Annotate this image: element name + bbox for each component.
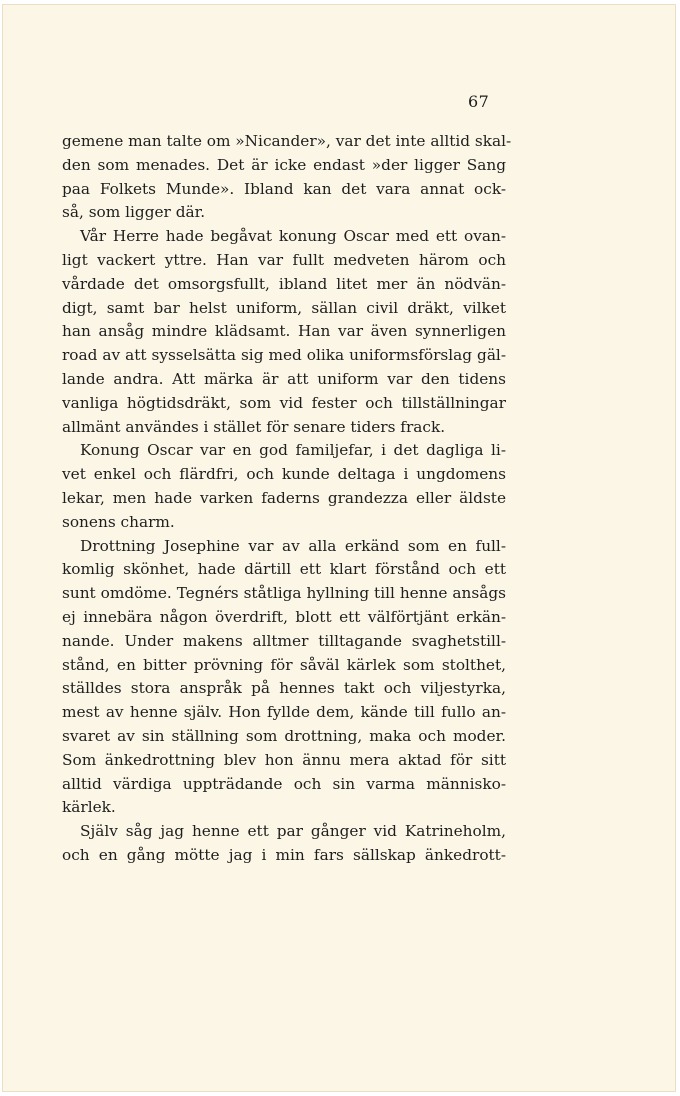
text-line: lekar, men hade varken faderns grandezza eller äldste [62,488,506,507]
text-line: Själv såg jag henne ett par gånger vid Katrineholm, [80,822,506,841]
text-line: Konung Oscar var en god familjefar, i det dagliga li- [80,441,506,460]
text-line: digt, samt bar helst uniform, sällan civil dräkt, vilket [62,298,506,317]
text-line: vanliga högtidsdräkt, som vid fester och tillställningar [62,393,506,412]
paragraph [62,130,512,225]
text-line: alltid värdiga uppträdande och sin varma människo- [62,774,506,793]
text-line: Drottning Josephine var av alla erkänd som en full- [80,536,506,555]
text-line: gemene man talte om »Nicander», var det inte alltid skal- [62,132,512,150]
text-line: ställdes stora anspråk på hennes takt och viljestyrka, [62,679,506,698]
text-line: vet enkel och flärdfri, och kunde deltaga i ungdomens [62,465,506,484]
text-line: ej innebära någon överdrift, blott ett välförtjänt erkän- [62,607,506,626]
text-line: mest av henne själv. Hon fyllde dem, kände till fullo an- [62,703,506,722]
text-line: den som menades. Det är icke endast »der ligger Sang [62,155,506,174]
text-line: komlig skönhet, hade därtill ett klart förstånd och ett [62,560,506,579]
text-line: han ansåg mindre klädsamt. Han var även synnerligen [62,322,506,341]
text-line: kärlek. [62,798,116,817]
text-line: sonens charm. [62,512,175,531]
text-line: nande. Under makens alltmer tilltagande svaghetstill- [62,631,506,650]
text-line: och en gång mötte jag i min fars sällskap änkedrott- [62,845,506,864]
text-line: stånd, en bitter prövning för såväl kärlek som stolthet, [62,655,506,674]
text-line: svaret av sin ställning som drottning, maka och moder. [62,726,506,745]
paragraph [62,820,506,868]
text-line: ligt vackert yttre. Han var fullt medveten härom och [62,250,506,269]
text-line: sunt omdöme. Tegnérs ståtliga hyllning till henne ansågs [62,584,506,603]
text-line: allmänt användes i stället för senare tiders frack. [62,417,446,436]
text-line: Som änkedrottning blev hon ännu mera aktad för sitt [62,750,506,769]
paragraph [62,535,506,821]
book-page [2,4,676,1092]
text-line: vårdade det omsorgsfullt, ibland litet mer än nödvän- [62,274,506,293]
text-line: road av att sysselsätta sig med olika uniformsförslag gäl- [62,346,506,365]
text-line: Vår Herre hade begåvat konung Oscar med ett ovan- [80,227,506,246]
paragraph [62,439,506,534]
text-line: så, som ligger där. [62,203,206,222]
paragraph [62,225,506,439]
text-line: lande andra. Att märka är att uniform var den tidens [62,369,506,388]
text-line: paa Folkets Munde». Ibland kan det vara annat ock- [62,179,506,198]
page-number: 67 [468,92,490,111]
page-body-text [62,130,512,868]
